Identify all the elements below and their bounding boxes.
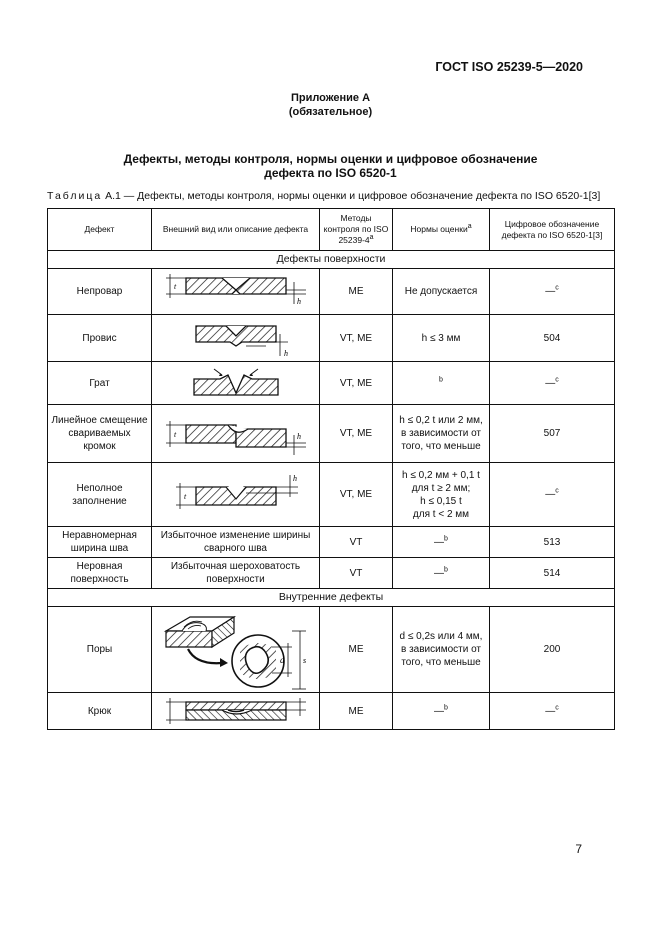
defect-sketch [152,463,320,527]
lack-of-penetration-sketch [156,270,316,314]
norm [393,362,490,405]
defect-sketch [152,362,320,405]
table-row [48,362,615,405]
method: ME [320,269,393,315]
code-dash: — [545,705,556,717]
table-row [48,693,615,730]
col-methods-sup: a [369,234,374,242]
table-row [48,558,615,589]
norm-sup: b [444,535,448,543]
col-code: Цифровое обозначение дефекта по ISO 6520-1[3] [490,209,615,251]
method: VT, ME [320,405,393,463]
section-row-internal [48,589,615,607]
method: ME [320,607,393,693]
norm-line: для t < 2 мм [412,508,470,520]
code-sup: c [555,376,559,384]
table-caption-text: А.1 — Дефекты, методы контроля, нормы оценки и цифровое обозначение дефекта по ISO 6520-1[3] [102,190,601,202]
table-row [48,315,615,362]
page-title-line2: дефекта по ISO 6520-1 [264,166,397,180]
section-row-surface [48,251,615,269]
section-internal: Внутренние дефекты [48,589,615,607]
table-row [48,405,615,463]
code-sup: c [555,284,559,292]
defect-name: Линейное смещение свариваемых кромок [48,405,152,463]
defect-sketch [152,607,320,693]
norm: h ≤ 0,2 t или 2 мм, в зависимости от того, что меньше [393,405,490,463]
label-t: t [173,429,176,439]
code [490,362,615,405]
norm-dash: — [434,567,445,579]
code-dash: — [545,377,556,389]
label-t: t [173,281,176,291]
defect-sketch [152,405,320,463]
method: VT, ME [320,463,393,527]
label-h: h [296,296,301,306]
table-row [48,269,615,315]
norm: d ≤ 0,2s или 4 мм, в зависимости от того, что меньше [393,607,490,693]
standard-header: ГОСТ ISO 25239-5—2020 [435,60,583,74]
col-appearance: Внешний вид или описание дефекта [152,209,320,251]
defect-description: Избыточная шероховатость поверхности [152,558,320,589]
label-t: t [183,491,186,501]
annex-title: Приложение А [290,92,371,104]
defect-name: Неровная поверхность [48,558,152,589]
misalignment-sketch [156,409,316,459]
defect-sketch [152,315,320,362]
table-header-row [48,209,615,251]
table-row [48,527,615,558]
norm-dash: — [434,536,445,548]
method: VT, ME [320,315,393,362]
code-dash: — [545,489,556,500]
table-row [48,463,615,527]
defect-name: Неполное заполнение [48,463,152,527]
method: ME [320,693,393,730]
table-caption [47,190,600,202]
sagging-sketch [156,316,316,360]
defect-name: Поры [48,607,152,693]
hook-sketch [156,694,316,728]
label-h: h [296,431,301,441]
table-row [48,607,615,693]
norm [393,558,490,589]
norm [393,693,490,730]
code: 514 [490,558,615,589]
norm: Не допускается [393,269,490,315]
label-h: h [283,349,288,358]
flash-sketch [156,363,316,403]
col-defect: Дефект [48,209,152,251]
norm-line: для t ≥ 2 мм; [411,482,471,494]
annex-heading [0,91,661,119]
norm-sup: b [444,566,448,574]
page-number: 7 [575,842,582,856]
code-sup: c [555,704,559,712]
defect-description: Избыточное изменение ширины сварного шва [152,527,320,558]
col-methods [320,209,393,251]
label-d: d [279,654,284,665]
norm [393,527,490,558]
method: VT, ME [320,362,393,405]
col-norms-label: Нормы оценки [410,224,468,234]
col-norms [393,209,490,251]
col-methods-label: Методы контроля по ISO 25239-4 [323,213,389,245]
defect-name: Неравномерная ширина шва [48,527,152,558]
norm-line: h ≤ 0,15 t [420,495,462,507]
label-h: h [292,473,297,483]
defect-name: Провис [48,315,152,362]
norm-sup: b [444,704,448,712]
method: VT [320,527,393,558]
norm-dash: — [434,705,445,717]
pores-sketch [156,609,316,691]
section-surface: Дефекты поверхности [48,251,615,269]
annex-status: (обязательное) [288,106,373,118]
code: 200 [490,607,615,693]
method: VT [320,558,393,589]
code [490,693,615,730]
defect-name: Непровар [48,269,152,315]
code-dash: — [545,286,556,297]
norm [393,463,490,527]
code-sup: c [555,487,559,495]
code: 504 [490,315,615,362]
underfill-sketch [156,467,316,523]
table-caption-prefix: Таблица [47,190,103,202]
norm-line: h ≤ 0,2 мм + 0,1 t [402,469,480,481]
code: 513 [490,527,615,558]
defect-sketch [152,693,320,730]
defect-name: Грат [48,362,152,405]
col-norms-sup: a [467,223,472,231]
label-s: s [302,655,306,665]
defect-name: Крюк [48,693,152,730]
code [490,463,615,527]
defects-table [47,208,615,730]
page-title-line1: Дефекты, методы контроля, нормы оценки и цифровое обозначение [123,152,538,166]
code [490,269,615,315]
defect-sketch [152,269,320,315]
page-title [70,152,591,180]
code: 507 [490,405,615,463]
norm: h ≤ 3 мм [393,315,490,362]
norm-sup: b [439,376,443,384]
